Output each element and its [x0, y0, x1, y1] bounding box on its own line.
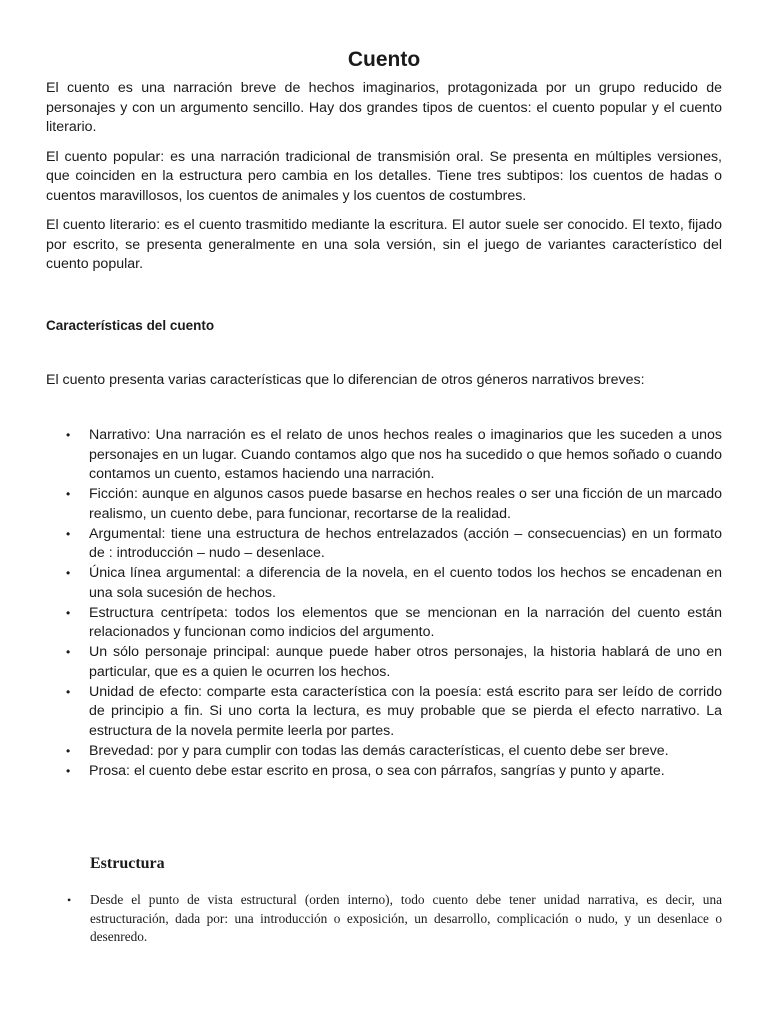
- bullet-icon: •: [66, 684, 71, 699]
- bullet-icon: •: [66, 763, 71, 778]
- list-item: [66, 683, 722, 742]
- characteristics-list: [46, 426, 722, 781]
- list-item-text: Prosa: el cuento debe estar escrito en prosa, o sea con párrafos, sangrías y punto y aparte.: [89, 762, 665, 779]
- list-item: [66, 525, 722, 564]
- list-item: [66, 643, 722, 682]
- list-item-text: Un sólo personaje principal: aunque puede haber otros personajes, la historia hablará de uno en particular, que es a quien le ocurren los hechos.: [89, 644, 722, 680]
- list-item-text: Unidad de efecto: comparte esta característica con la poesía: está escrito para ser leído de corrido de principio a fin. Si uno corta la lectura, es muy probable que se pierda el efecto narrativo. La estructura de la novela permite leerla por partes.: [89, 683, 722, 739]
- list-item: [66, 762, 722, 782]
- paragraph-cuento-popular: El cuento popular: es una narración tradicional de transmisión oral. Se presenta en múltiples versiones, que coinciden en la estructura pero cambia en los detalles. Tiene tres subtipos: los cuentos de hadas o cuentos maravillosos, los cuentos de animales y los cuentos de costumbres.: [46, 148, 722, 204]
- list-item-text: Estructura centrípeta: todos los elementos que se mencionan en la narración del cuento están relacionados y funcionan como indicios del argumento.: [89, 604, 722, 640]
- paragraph-cuento-literario: El cuento literario: es el cuento trasmitido mediante la escritura. El autor suele ser conocido. El texto, fijado por escrito, se presenta generalmente en una sola versión, sin el juego de variantes característico del cuento popular.: [46, 217, 722, 272]
- list-item-text: Narrativo: Una narración es el relato de unos hechos reales o imaginarios que les suceden a unos personajes en un lugar. Cuando contamos algo que nos ha sucedido o que hemos soñado o cuando contamos un cuento, estamos haciendo una narración.: [89, 427, 722, 482]
- structure-heading: Estructura: [90, 855, 165, 872]
- bullet-icon: •: [66, 743, 71, 758]
- bullet-icon: •: [66, 566, 71, 580]
- list-item-text: Desde el punto de vista estructural (orden interno), todo cuento debe tener unidad narrativa, es decir, una estructuración, dada por: una introducción o exposición, un desarrollo, complicación o nudo, y un desenlace o desenredo.: [90, 892, 722, 944]
- paragraph-intro: El cuento es una narración breve de hechos imaginarios, protagonizada por un grupo reducido de personajes y con un argumento sencillo. Hay dos grandes tipos de cuentos: el cuento popular y el cuento literario.: [46, 80, 722, 135]
- bullet-icon: •: [66, 605, 71, 620]
- list-item-text: Única línea argumental: a diferencia de la novela, en el cuento todos los hechos se encadenan en una sola sucesión de hechos.: [89, 565, 722, 601]
- bullet-icon: •: [66, 487, 71, 501]
- list-item: [66, 564, 722, 603]
- characteristics-intro: El cuento presenta varias características que lo diferencian de otros géneros narrativos breves:: [46, 371, 645, 388]
- bullet-icon: •: [66, 645, 71, 659]
- list-item: [66, 426, 722, 485]
- list-item: [66, 742, 722, 762]
- list-item-text: Argumental: tiene una estructura de hechos entrelazados (acción – consecuencias) en un formato de : introducción – nudo – desenlace.: [89, 525, 722, 561]
- characteristics-heading: Características del cuento: [46, 317, 215, 333]
- list-item: [66, 485, 722, 524]
- list-item: [67, 891, 722, 947]
- bullet-icon: •: [66, 428, 71, 442]
- structure-list: [46, 891, 722, 947]
- document-title: Cuento: [347, 48, 421, 71]
- bullet-icon: •: [66, 526, 71, 541]
- list-item: [66, 604, 722, 643]
- list-item-text: Brevedad: por y para cumplir con todas las demás características, el cuento debe ser breve.: [89, 742, 669, 759]
- list-item-text: Ficción: aunque en algunos casos puede basarse en hechos reales o ser una ficción de un marcado realismo, un cuento debe, para funcionar, recortarse de la realidad.: [89, 486, 722, 522]
- bullet-icon: •: [67, 893, 72, 907]
- document-page: [46, 46, 722, 947]
